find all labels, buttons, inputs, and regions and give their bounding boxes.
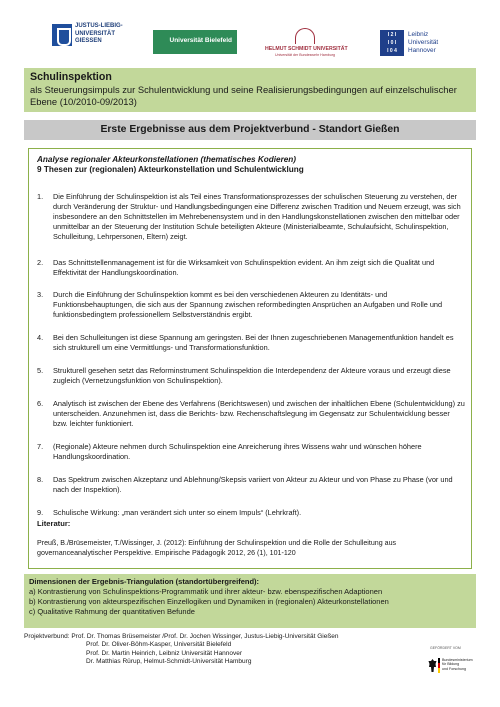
giessen-logo <box>52 18 124 52</box>
hsu-logo-text: HELMUT SCHMIDT UNIVERSITÄT <box>265 46 348 52</box>
literature-reference: Preuß, B./Brüsemeister, T./Wissinger, J. (2012): Einführung der Schulinspektion und die Rolle der Schulleitung aus governanceanalytischer Perspektive. Empirische Pädagogik 2012, 26 (1), 101-120 <box>37 539 397 557</box>
credits-line: Projektverbund: Prof. Dr. Thomas Brüsemeister /Prof. Dr. Jochen Wissinger, Justus-Liebig-Universität Gießen <box>24 633 339 640</box>
thesis-number: 9. <box>37 508 44 517</box>
thesis-number: 3. <box>37 290 44 299</box>
hannover-grid-row: I 2 I <box>387 32 397 38</box>
giessen-logo-line-3: GIESSEN <box>75 38 102 44</box>
giessen-emblem-icon <box>52 24 72 46</box>
hannover-logo-line-1: Leibniz <box>408 31 429 38</box>
analysis-heading: Analyse regionaler Akteurkonstellationen (thematisches Kodieren) <box>37 155 297 164</box>
thesis-number: 6. <box>37 399 44 408</box>
literature-heading: Literatur: <box>37 519 71 528</box>
thesis-text: Strukturell gesehen setzt das Reforminstrument Schulinspektion die Interdependenz der Akteure voraus und erzeugt diese zugleich (Vernetzungsfunktion von Schulinspektion). <box>53 366 451 385</box>
hannover-logo-line-2: Universität <box>408 39 439 46</box>
thesis-item <box>37 258 465 278</box>
thesis-number: 1. <box>37 192 44 201</box>
german-flag-icon <box>438 658 440 673</box>
thesis-item <box>37 290 465 320</box>
thesis-item <box>37 442 465 462</box>
bmbf-funded-label: GEFÖRDERT VOM <box>430 646 461 650</box>
hannover-grid-row: I 0 4 <box>387 48 397 54</box>
thesis-text: Bei den Schulleitungen ist diese Spannung am geringsten. Bei der Ihnen zugeschriebenen Managementfunktion handelt es sich strukturell um eine Vermittlungs- und Transformationsfunktion. <box>53 333 454 352</box>
thesis-item <box>37 508 465 518</box>
thesis-text: Das Schnittstellenmanagement ist für die Wirksamkeit von Schulinspektion evident. An ihm zeigt sich die Qualität und Effektivität der Handlungskoordination. <box>53 258 435 277</box>
thesis-number: 4. <box>37 333 44 342</box>
hannover-logo-line-3: Hannover <box>408 47 436 54</box>
thesis-number: 2. <box>37 258 44 267</box>
theses-heading: 9 Thesen zur (regionalen) Akteurkonstellation und Schulentwicklung <box>37 165 304 174</box>
bielefeld-logo <box>153 30 237 54</box>
triangulation-item: a) Kontrastierung von Schulinspektions-Programmatik und ihrer akteur- bzw. ebenspezifischen Adaptionen <box>29 587 383 596</box>
hannover-grid-row: I 0 I <box>387 40 397 46</box>
triangulation-box <box>24 574 476 628</box>
thesis-item <box>37 475 465 495</box>
thesis-item <box>37 333 465 353</box>
triangulation-item: b) Kontrastierung von akteurspezifischen Einzellogiken und Dynamiken in (regionalen) Akteurkonstellationen <box>29 596 389 606</box>
poster-title: Schulinspektion <box>30 71 112 83</box>
hannover-emblem-icon <box>380 30 404 56</box>
hsu-logo <box>265 28 348 64</box>
bmbf-line: für Bildung <box>442 662 460 667</box>
credits-line: Prof. Dr. Martin Heinrich, Leibniz Universität Hannover <box>86 649 243 657</box>
results-banner: Erste Ergebnisse aus dem Projektverbund - Standort Gießen <box>24 120 476 140</box>
giessen-logo-line-1: JUSTUS-LIEBIG- <box>75 23 123 29</box>
credits-line: Prof. Dr. Oliver-Böhm-Kasper, Universität Bielefeld <box>86 641 232 649</box>
theses-box <box>28 148 472 569</box>
thesis-text: Analytisch ist zwischen der Ebene des Verfahrens (Berichtswesen) und zwischen der inhaltlichen Ebene (Schulentwicklung) zu unterscheiden. Anzunehmen ist, dass die Berichts- bzw. Rechenschaftslegung im Gegensatz zur Schulentwicklung besser bzw. leichter funktioniert. <box>53 399 465 428</box>
thesis-text: (Regionale) Akteure nehmen durch Schulinspektion eine Anreicherung ihres Wissens wahr und wünschen höhere Handlungskoordination. <box>53 442 422 461</box>
hsu-logo-subtext: Universität der Bundeswehr Hamburg <box>275 53 335 57</box>
triangulation-heading: Dimensionen der Ergebnis-Triangulation (standortübergreifend): <box>29 577 260 586</box>
bmbf-line: Bundesministerium <box>442 658 473 662</box>
poster-header <box>24 68 476 112</box>
thesis-number: 7. <box>37 442 44 451</box>
thesis-item <box>37 192 465 242</box>
thesis-text: Die Einführung der Schulinspektion ist als Teil eines Transformationsprozesses der schulischen Steuerung zu verstehen, der durch Veränderung der Struktur- und Handlungsbedingungen eine Differenz zwischen Tradition und Neuem erzeugt, was sich insbesondere an den Schnittstellen im Mehrebenensystem und in den Handlungskonstellationen zwischen den mittelbar oder unmittelbar an der Steuerung der Institution Schule beteiligten Akteure (Ministerialbeamte, Schulaufsicht, Schulinspektion, Schulleitung, Lehrpersonen, Eltern) zeigt. <box>53 192 461 241</box>
bmbf-logo <box>420 646 476 686</box>
thesis-item <box>37 366 465 386</box>
bmbf-line: und Forschung <box>442 666 466 671</box>
thesis-text: Schulische Wirkung: „man verändert sich unter so einem Impuls“ (Lehrkraft). <box>53 508 302 517</box>
thesis-number: 8. <box>37 475 44 484</box>
eagle-icon <box>428 658 437 673</box>
project-credits <box>24 633 424 667</box>
thesis-number: 5. <box>37 366 44 375</box>
thesis-text: Das Spektrum zwischen Akzeptanz und Ablehnung/Skepsis variiert von Akteur zu Akteur und von Phase zu Phase (vor und nach der Inspektion). <box>53 475 453 494</box>
logo-bar <box>0 0 500 70</box>
credits-line: Dr. Matthias Rürup, Helmut-Schmidt-Universität Hamburg <box>86 658 252 666</box>
triangulation-item: c) Qualitative Rahmung der quantitativen Befunde <box>29 606 195 616</box>
giessen-logo-line-2: UNIVERSITÄT <box>75 30 116 37</box>
thesis-text: Durch die Einführung der Schulinspektion kommt es bei den verschiedenen Akteuren zu Identitäts- und Funktionsbehauptungen, die sich aus der Spannung zwischen reformbedingten Ansprüchen an Aufgaben und Rolle und funktionsbedingtem professionellem Selbstverständnis ergibt. <box>53 290 443 319</box>
hsu-emblem-icon <box>295 28 315 44</box>
bielefeld-logo-text: Universität Bielefeld <box>169 37 232 44</box>
poster-subtitle: als Steuerungsimpuls zur Schulentwicklung und seine Realisierungsbedingungen auf einzelschulischer Ebene (10/2010-09/2013) <box>30 84 457 107</box>
thesis-item <box>37 399 465 429</box>
hannover-logo <box>380 30 456 58</box>
